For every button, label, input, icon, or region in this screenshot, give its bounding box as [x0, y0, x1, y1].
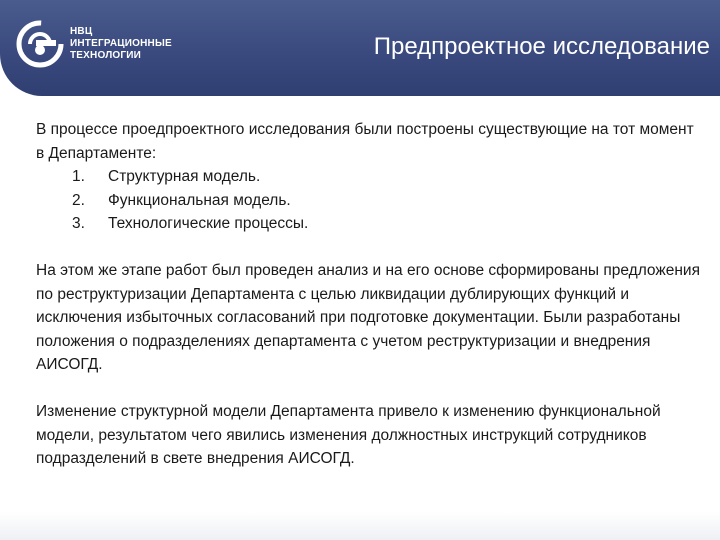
company-logo	[16, 16, 216, 72]
slide-header	[0, 0, 720, 96]
spacer	[36, 236, 706, 260]
list-number: 3.	[72, 215, 85, 232]
footer-band	[0, 512, 720, 540]
list-number: 2.	[72, 191, 85, 209]
logo-text	[70, 26, 172, 62]
list-item	[36, 212, 706, 236]
slide-body	[36, 118, 706, 471]
list-text: Технологические процессы.	[108, 215, 309, 232]
list-number: 1.	[72, 168, 85, 185]
list-text: Функциональная модель.	[108, 191, 291, 209]
models-list	[36, 165, 706, 236]
spacer	[36, 377, 706, 401]
slide-title: Предпроектное исследование	[373, 33, 710, 60]
logo-line: ТЕХНОЛОГИИ	[70, 50, 142, 61]
list-item	[36, 189, 706, 213]
nvc-logo-icon	[16, 20, 64, 68]
logo-line: ИНТЕГРАЦИОННЫЕ	[70, 38, 172, 49]
intro-paragraph: В процессе проедпроектного исследования были построены существующие на тот момент в Департаменте:	[36, 121, 694, 162]
list-item	[36, 165, 706, 189]
list-text: Структурная модель.	[108, 168, 261, 185]
logo-line: НВЦ	[70, 26, 93, 37]
conclusion-paragraph: Изменение структурной модели Департамента привело к изменению функциональной модели, результатом чего явились изменения должностных инструкций сотрудников подразделений в свете внедрения АИСОГД.	[36, 403, 661, 467]
analysis-paragraph: На этом же этапе работ был проведен анализ и на его основе сформированы предложения по реструктуризации Департамента с целью ликвидации дублирующих функций и исключения избыточных согласований при подготовке документации. Были разработаны положения о подразделениях департамента с учетом реструктуризации и внедрения АИСОГД.	[36, 262, 700, 373]
